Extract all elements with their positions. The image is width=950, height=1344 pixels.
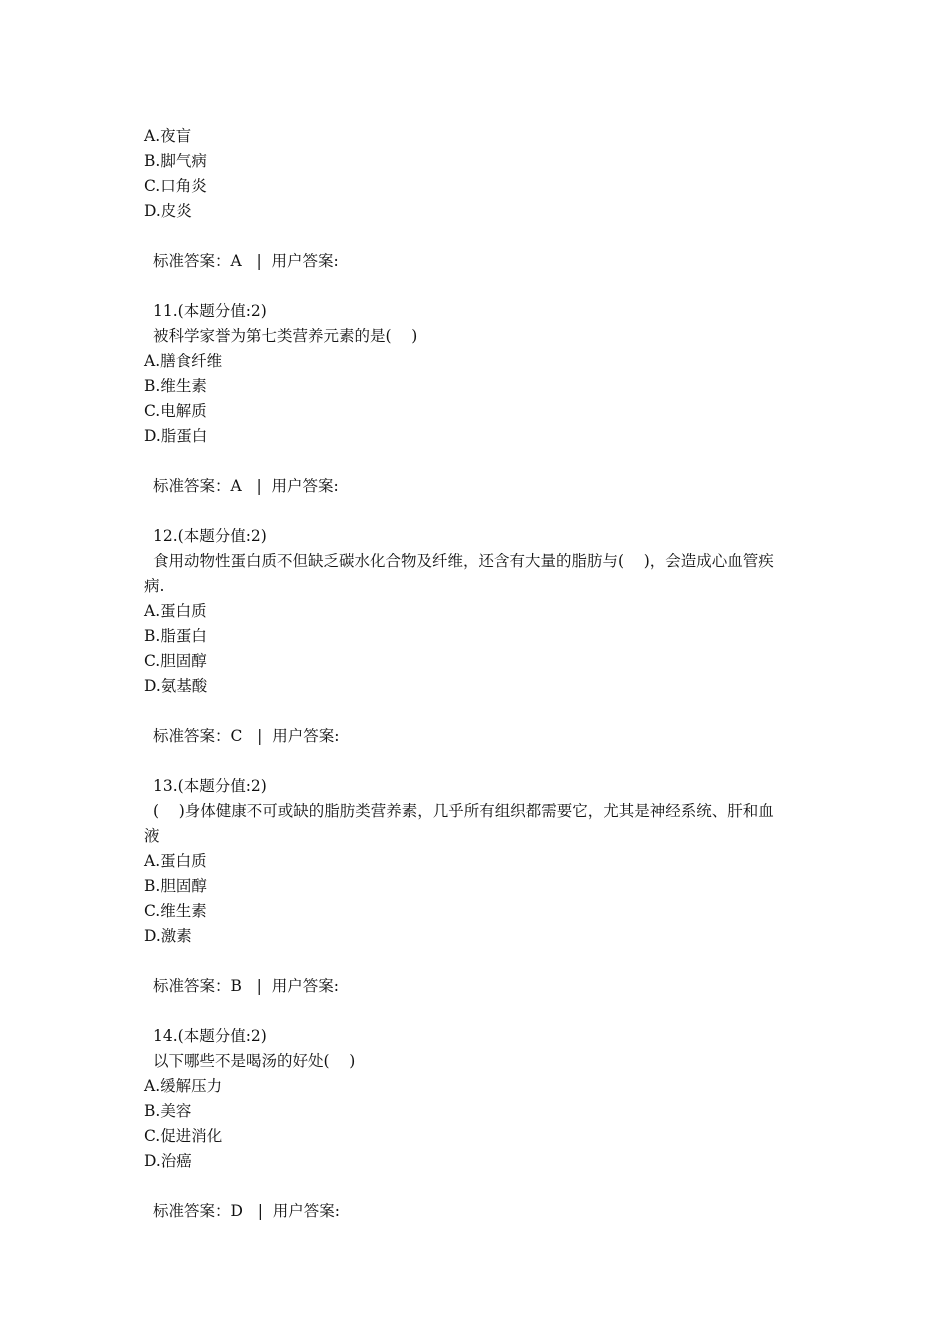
- question-block-13: [144, 774, 824, 1024]
- option-a: A.膳食纤维: [144, 352, 223, 370]
- option-b: B.脂蛋白: [144, 627, 207, 645]
- question-header: 13.(本题分值:2): [153, 777, 267, 795]
- answer-line: 标准答案：A | 用户答案:: [153, 477, 339, 495]
- option-b: B.维生素: [144, 377, 207, 395]
- option-c: C.电解质: [144, 402, 207, 420]
- option-b: B.胆固醇: [144, 877, 207, 895]
- option-d: D.脂蛋白: [144, 427, 208, 445]
- answer-line: 标准答案：B | 用户答案:: [153, 977, 339, 995]
- question-text-continued: 液: [144, 827, 160, 845]
- question-text: 以下哪些不是喝汤的好处( ): [153, 1052, 356, 1070]
- answer-line: 标准答案：D | 用户答案:: [153, 1202, 341, 1220]
- question-header: 12.(本题分值:2): [153, 527, 267, 545]
- question-text: ( )身体健康不可或缺的脂肪类营养素，几乎所有组织都需要它，尤其是神经系统、肝和血: [153, 802, 774, 820]
- question-block-10: [144, 124, 824, 299]
- option-c: C.维生素: [144, 902, 207, 920]
- option-d: D.激素: [144, 927, 192, 945]
- question-block-11: [144, 299, 824, 524]
- question-header: 14.(本题分值:2): [153, 1027, 267, 1045]
- answer-line: 标准答案：C | 用户答案:: [153, 727, 340, 745]
- option-c: C.促进消化: [144, 1127, 223, 1145]
- question-block-14: [144, 1024, 824, 1224]
- answer-line: 标准答案：A | 用户答案:: [153, 252, 339, 270]
- option-b: B.美容: [144, 1102, 192, 1120]
- option-a: A.蛋白质: [144, 852, 207, 870]
- question-block-12: [144, 524, 824, 774]
- option-d: D.治癌: [144, 1152, 192, 1170]
- question-text-continued: 病.: [144, 577, 165, 595]
- option-b: B.脚气病: [144, 152, 207, 170]
- question-text: 被科学家誉为第七类营养元素的是( ): [153, 327, 418, 345]
- document-body: [144, 124, 824, 1224]
- option-c: C.口角炎: [144, 177, 207, 195]
- question-text: 食用动物性蛋白质不但缺乏碳水化合物及纤维，还含有大量的脂肪与( )，会造成心血管疾: [153, 552, 774, 570]
- option-d: D.皮炎: [144, 202, 192, 220]
- option-c: C.胆固醇: [144, 652, 207, 670]
- option-d: D.氨基酸: [144, 677, 208, 695]
- question-header: 11.(本题分值:2): [153, 302, 267, 320]
- option-a: A.缓解压力: [144, 1077, 223, 1095]
- option-a: A.蛋白质: [144, 602, 207, 620]
- option-a: A.夜盲: [144, 127, 192, 145]
